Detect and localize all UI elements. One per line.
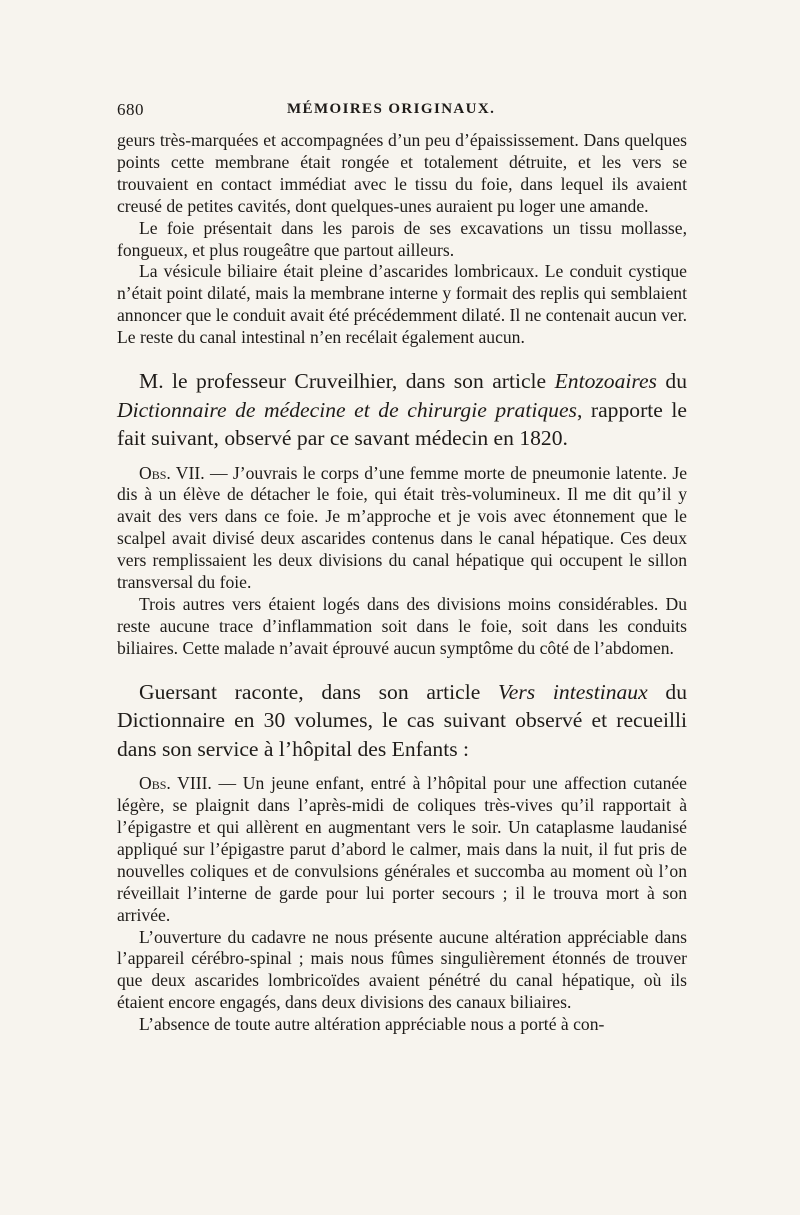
italic-title-vers-intestinaux: Vers intestinaux bbox=[498, 679, 648, 704]
paragraph-liver-tissue: Le foie présentait dans les parois de ses excavations un tissu mollasse, fongueux, et plus rougeâtre que partout ailleurs. bbox=[117, 217, 687, 260]
text-span: du bbox=[656, 369, 687, 394]
text-span: M. le professeur Cruveilhier, dans son article bbox=[139, 369, 555, 394]
italic-title-entozoaires: Entozoaires bbox=[554, 369, 657, 394]
observation-text: — Un jeune enfant, entré à l’hôpital pour une affection cutanée légère, se plaignit dans l’après-midi de coliques très-vives qu’il rapportait à l’épigastre et qui allèrent en augmentant vers le soir. Un cataplasme laudanisé appliqué sur l’épigastre parut d’abord le calmer, mais dans la nuit, il fut pris de nouvelles coliques et de convulsions générales et succomba au moment où l’on réveillait l’interne de garde pour lui porter secours ; il le trouva mort à son arrivée. bbox=[117, 773, 687, 925]
paragraph-gallbladder: La vésicule biliaire était pleine d’ascarides lombricaux. Le conduit cystique n’était point dilaté, mais la membrane interne y formait des replis qui semblaient annoncer que le conduit avait été précédemment dilaté. Il ne contenait aucun ver. Le reste du canal intestinal n’en recélait également aucun. bbox=[117, 261, 687, 348]
observation-vii bbox=[117, 463, 687, 594]
paragraph-final: L’absence de toute autre altération appréciable nous a porté à con- bbox=[139, 1014, 605, 1035]
observation-label: Obs. VIII. bbox=[139, 773, 212, 794]
italic-title-dictionnaire: Dictionnaire de médecine et de chirurgie pratiques bbox=[117, 397, 577, 422]
paragraph-guersant bbox=[117, 678, 687, 764]
paragraph-autopsy: L’ouverture du cadavre ne nous présente aucune altération appréciable dans l’appareil cérébro-spinal ; mais nous fûmes singulièrement étonnés de trouver que deux ascarides lombricoïdes avaient pénétré du canal hépatique, où ils étaient encore engagés, dans deux divisions des canaux biliaires. bbox=[117, 926, 687, 1013]
observation-text: — J’ouvrais le corps d’une femme morte de pneumonie latente. Je dis à un élève de détacher le foie, qui était très-volumineux. Il me dit qu’il y avait des vers dans ce foie. Je m’approche et je vois avec étonnement que le scalpel avait divisé deux ascarides contenus dans le canal hépatique. Ces deux vers remplissaient les deux divisions du canal hépatique qui occupent le sillon transversal du foie. bbox=[117, 462, 688, 593]
paragraph-continuation: geurs très-marquées et accompagnées d’un peu d’épaississement. Dans quelques points cette membrane était rongée et totalement détruite, et les vers se trouvaient en contact immédiat avec le tissu du foie, dans lequel ils avaient creusé de petites cavités, dont quelques-unes auraient pu loger une amande. bbox=[117, 130, 687, 216]
observation-label: Obs. VII. bbox=[139, 462, 205, 483]
page-number: 680 bbox=[117, 100, 144, 119]
observation-viii bbox=[117, 773, 687, 926]
page-header bbox=[117, 100, 685, 124]
body-text bbox=[117, 130, 687, 1036]
paragraph-other-worms: Trois autres vers étaient logés dans des divisions moins considérables. Du reste aucune trace d’inflammation soit dans le foie, soit dans les conduits biliaires. Cette malade n’avait éprouvé aucun symptôme du côté de l’abdomen. bbox=[117, 594, 687, 658]
running-head: MÉMOIRES ORIGINAUX. bbox=[287, 101, 496, 117]
text-span: Guersant raconte, dans son article bbox=[139, 679, 499, 704]
text-span: du Dictionnaire en 30 volumes, le cas suivant observé et recueilli dans son service à l’hôpital des Enfants : bbox=[117, 679, 688, 761]
paragraph-cruveilhier bbox=[117, 367, 687, 453]
text-span: , rapporte le fait suivant, observé par ce savant médecin en 1820. bbox=[117, 397, 687, 451]
